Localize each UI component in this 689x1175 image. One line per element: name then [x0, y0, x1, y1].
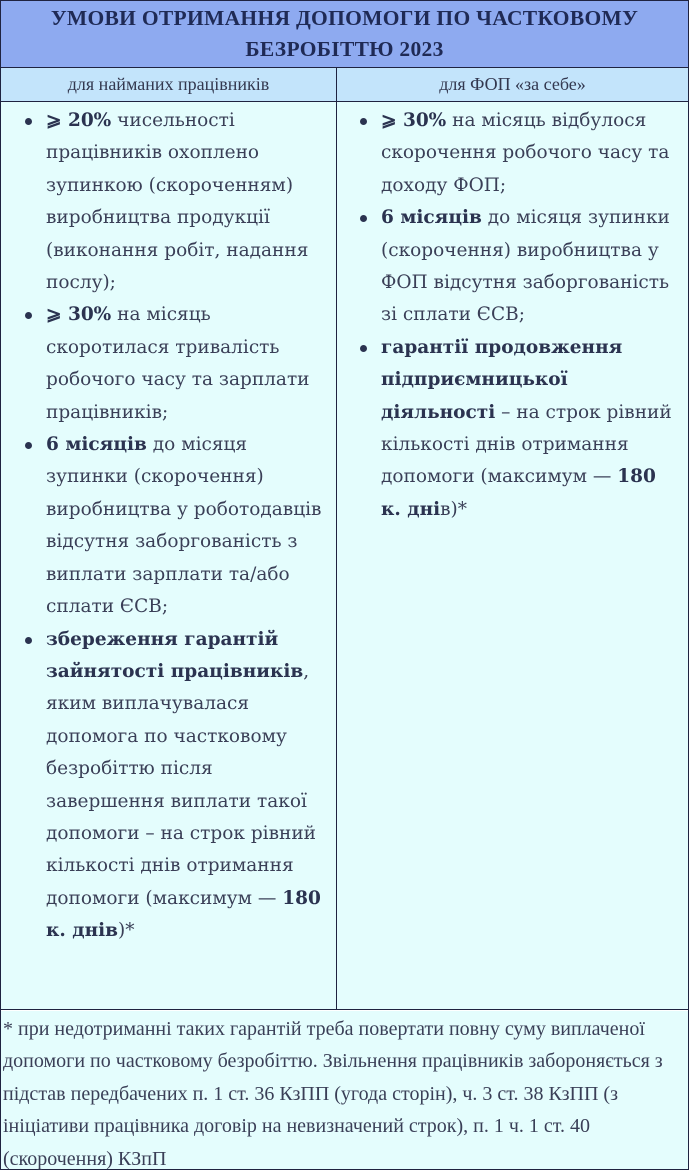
employees-conditions-list — [46, 105, 334, 948]
list-item — [381, 332, 681, 526]
item-emphasis: ⩾ 30% — [46, 304, 112, 326]
bullet-icon — [360, 215, 367, 222]
item-emphasis: збереження гарантій зайнятості працівників — [46, 628, 304, 682]
table-title: УМОВИ ОТРИМАННЯ ДОПОМОГИ ПО ЧАСТКОВОМУ БЕЗРОБІТТЮ 2023 — [50, 6, 639, 61]
item-emphasis: ⩾ 20% — [46, 110, 112, 131]
item-text: – на строк рівний кількості днів отримання допомоги (максимум — — [381, 401, 672, 488]
list-item — [46, 429, 334, 623]
column-header-fop — [337, 68, 688, 102]
item-emphasis: 6 місяців — [381, 207, 482, 229]
fop-conditions-cell — [337, 102, 688, 1010]
item-emphasis: гарантії продовження підприємницької діяльності — [381, 336, 623, 423]
list-item — [46, 105, 334, 299]
item-text: до місяця зупинки (скорочення) виробництва у ФОП відсутня заборгованість зі сплати ЄСВ; — [381, 207, 670, 326]
bullet-icon — [25, 312, 32, 319]
item-text: , яким виплачувалася допомога по частковому безробіттю після завершення виплати такої допомоги – на строк рівний кількості днів отримання допомоги (максимум — — [46, 660, 316, 909]
bullet-icon — [360, 118, 367, 125]
item-emphasis: ⩾ 30% — [381, 110, 447, 131]
list-item — [46, 624, 334, 948]
footnote: * при недотриманні таких гарантій треба повертати повну суму виплаченої допомоги по частковому безробіттю. Звільнення працівників забороняється з підстав передбачених п. 1 ст. 36 КзПП (угода сторін), ч. 3 ст. 38 КзПП (з ініціативи працівника договір на невизначений строк), п. 1 ч. 1 ст. 40 (скорочення) КЗпП — [1, 1011, 688, 1169]
bullet-icon — [25, 118, 32, 125]
item-emphasis: 6 місяців — [46, 434, 147, 456]
item-text: на місяць відбулося скорочення робочого часу та доходу ФОП; — [381, 110, 670, 196]
column-header-fop-label: для ФОП «за себе» — [439, 74, 586, 94]
table-title-row — [1, 1, 688, 68]
bullet-icon — [360, 345, 367, 352]
item-text: в)* — [440, 498, 468, 520]
fop-conditions-list — [381, 105, 681, 526]
list-item — [46, 299, 334, 429]
bullet-icon — [25, 637, 32, 644]
list-item — [381, 202, 681, 332]
column-header-employees — [1, 68, 337, 102]
item-emphasis: 180 к. дні — [381, 466, 656, 520]
item-text: чисельності працівників охоплено зупинкою (скороченням) виробництва продукції (виконання робіт, надання послу); — [46, 110, 309, 294]
item-text: на місяць скоротилася тривалість робочого часу та зарплати працівників; — [46, 304, 310, 423]
item-emphasis: 180 к. днів — [46, 887, 321, 942]
bullet-icon — [25, 442, 32, 449]
list-item — [381, 105, 681, 202]
employees-conditions-cell — [1, 102, 337, 1010]
item-text: )* — [118, 920, 135, 942]
item-text: до місяця зупинки (скорочення) виробництва у роботодавців відсутня заборгованість з виплати зарплати та/або сплати ЄСВ; — [46, 434, 322, 618]
column-header-employees-label: для найманих працівників — [67, 74, 270, 94]
